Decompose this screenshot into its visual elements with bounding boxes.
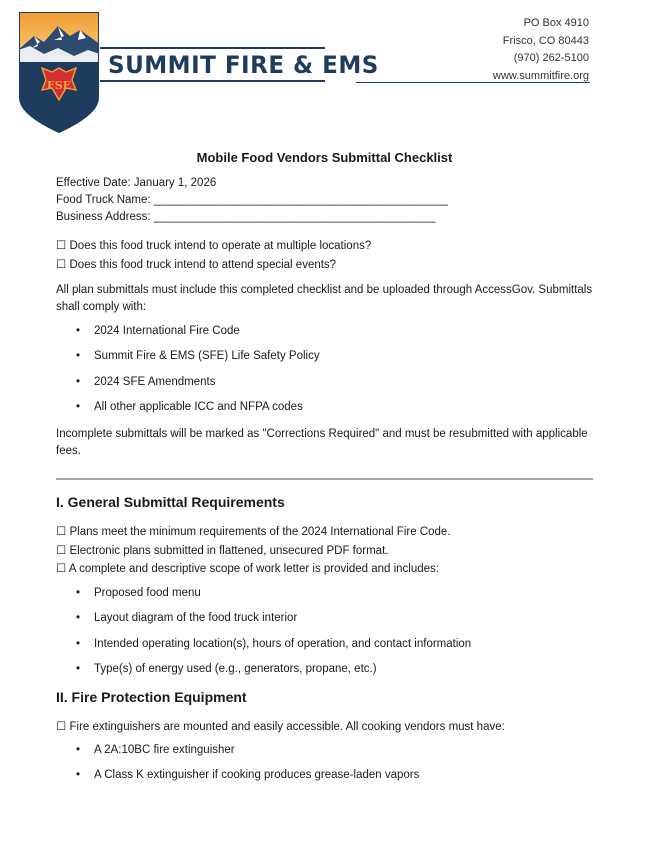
brand-name: SUMMIT FIRE & EMS	[108, 51, 379, 79]
document-title: Mobile Food Vendors Submittal Checklist	[196, 150, 453, 165]
contact-city: Frisco, CO 80443	[502, 34, 589, 47]
contact-block	[493, 15, 589, 85]
checkbox-multiple-locations[interactable]: ☐ Does this food truck intend to operate at multiple locations?	[56, 240, 372, 252]
summit-fire-logo-icon	[18, 10, 100, 134]
checkbox-scope-letter[interactable]: ☐ A complete and descriptive scope of work letter is provided and includes:	[56, 563, 439, 575]
checkbox-fire-extinguishers[interactable]: ☐ Fire extinguishers are mounted and easily accessible. All cooking vendors must have:	[56, 721, 505, 733]
list-item: • Proposed food menu	[76, 587, 201, 599]
contact-rule	[356, 82, 590, 83]
checkbox-ifc-requirements[interactable]: ☐ Plans meet the minimum requirements of the 2024 International Fire Code.	[56, 526, 451, 538]
business-address-field[interactable]: Business Address: ____________________________________________	[56, 211, 436, 223]
checkbox-special-events[interactable]: ☐ Does this food truck intend to attend special events?	[56, 259, 337, 271]
list-item: • Summit Fire & EMS (SFE) Life Safety Policy	[76, 350, 320, 362]
list-item: • Intended operating location(s), hours of operation, and contact information	[76, 638, 472, 650]
checkbox-pdf-format[interactable]: ☐ Electronic plans submitted in flattened, unsecured PDF format.	[56, 545, 389, 557]
effective-date: Effective Date: January 1, 2026	[56, 177, 217, 189]
brand-rule-bottom	[100, 80, 325, 82]
list-item: • A 2A:10BC fire extinguisher	[76, 744, 235, 756]
list-item: • A Class K extinguisher if cooking produces grease-laden vapors	[76, 769, 420, 781]
section-divider	[56, 478, 593, 480]
contact-phone: (970) 262-5100	[513, 52, 589, 64]
list-item: • Type(s) of energy used (e.g., generators, propane, etc.)	[76, 663, 377, 675]
incomplete-note: Incomplete submittals will be marked as "Corrections Required" and must be resubmitted with applicable fees.	[56, 428, 588, 457]
intro-paragraph: All plan submittals must include this completed checklist and be uploaded through AccessGov. Submittals shall comply with:	[56, 284, 593, 313]
list-item: • All other applicable ICC and NFPA codes	[76, 401, 303, 413]
section-1-heading: I. General Submittal Requirements	[56, 494, 285, 510]
list-item: • Layout diagram of the food truck interior	[76, 612, 298, 624]
section-2-heading: II. Fire Protection Equipment	[56, 689, 247, 705]
list-item: • 2024 International Fire Code	[76, 325, 240, 337]
contact-po-box: PO Box 4910	[523, 17, 589, 29]
svg-text:FSE: FSE	[46, 79, 72, 92]
list-item: • 2024 SFE Amendments	[76, 376, 216, 388]
brand-rule-top	[100, 47, 325, 49]
contact-website[interactable]: www.summitfire.org	[493, 69, 589, 82]
food-truck-name-field[interactable]: Food Truck Name: ______________________________________________	[56, 194, 448, 206]
